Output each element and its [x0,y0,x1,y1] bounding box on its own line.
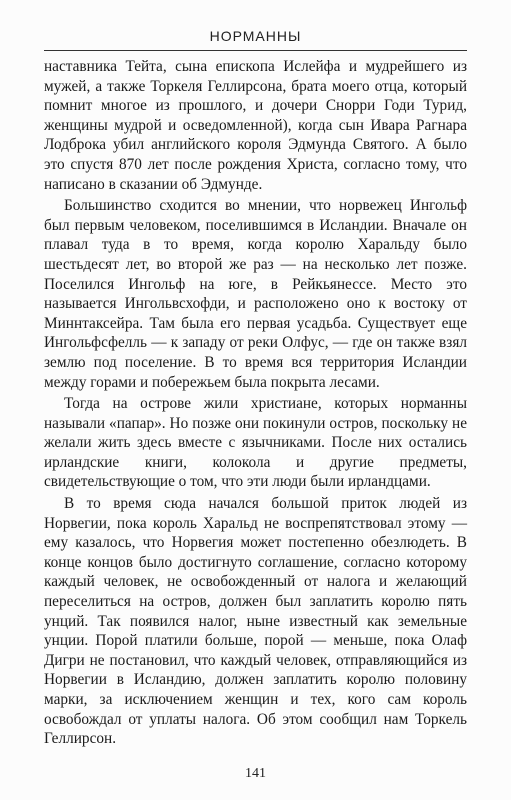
running-head: НОРМАННЫ [209,28,302,44]
paragraph-4: В то время сюда начался большой приток людей из Норвегии, пока король Харальд не воспрепятствовал этому — ему казалось, что Норвегия может постепенно обезлюдеть. В конце концов было достигнуто соглашение, согласно которому каждый человек, не освобожденный от налога и желающий переселиться на остров, должен был заплатить королю пять унций. Так появился налог, ныне известный как земельные унции. Порой платили больше, порой — меньше, пока Олаф Дигри не постановил, что каждый человек, отправляющийся из Норвегии в Исландию, должен заплатить королю половину марки, за исключением женщин и тех, кого сам король освобождал от уплаты налога. Об этом сообщил нам Торкель Геллирсон. [44,495,467,748]
paragraph-2: Большинство сходится во мнении, что норвежец Ингольф был первым человеком, поселившимся в Исландии. Вначале он плавал туда в то время, когда королю Харальду было шестьдесят лет, во второй же раз — на несколько лет позже. Поселился Ингольф на юге, в Рейкьянессе. Место это называется Ингольвсхофди, и расположено оно к востоку от Миннтаксейра. Там была его первая усадьба. Существует еще Ингольфсфелль — к западу от реки Олфус, — где он также взял землю под поселение. В то время вся территория Исландии между горами и побережьем была покрыта лесами. [44,197,467,391]
header-rule [44,50,467,51]
body-text [44,57,467,749]
paragraph-1: наставника Тейта, сына епископа Ислейфа и мудрейшего из мужей, а также Торкеля Геллирсона, брата моего отца, который помнит многое из прошлого, и дочери Снорри Годи Турид, женщины мудрой и осведомленной), когда сын Ивара Рагнара Лодброка убил английского короля Эдмунда Святого. А было это спустя 870 лет после рождения Христа, согласно тому, что написано в сказании об Эдмунде. [44,58,467,193]
paragraph-3: Тогда на острове жили христиане, которых норманны называли «папар». Но позже они покинули остров, поскольку не желали жить здесь вместе с язычниками. После них остались ирландские книги, колокола и другие предметы, свидетельствующие о том, что эти люди были ирландцами. [44,395,467,491]
page-number: 141 [245,766,266,781]
